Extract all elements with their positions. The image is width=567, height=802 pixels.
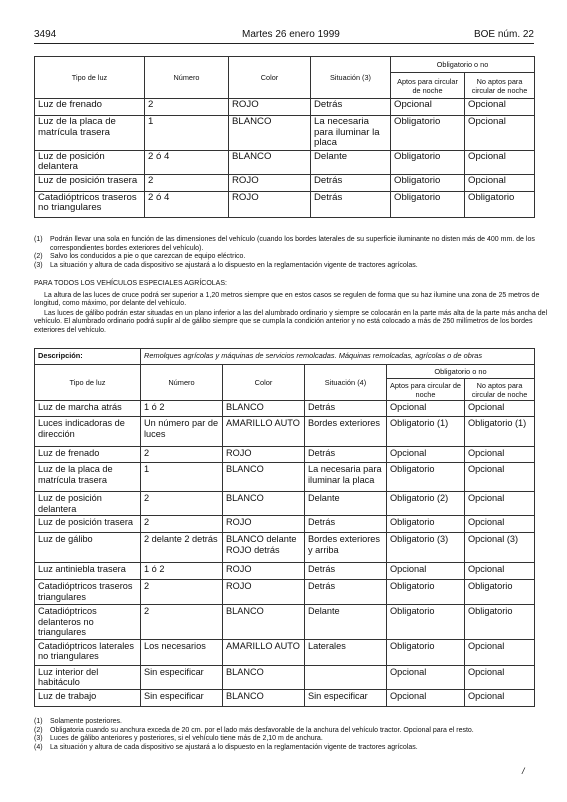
header-no-aptos: No aptos para circular de noche (465, 379, 535, 401)
footnote-number: (3) (34, 735, 43, 743)
cell-numero: 2 delante 2 detrás (141, 533, 223, 563)
cell-numero: Sin especificar (141, 665, 223, 689)
cell-color: ROJO (229, 191, 311, 217)
cell-no-aptos: Opcional (3) (465, 533, 535, 563)
footnote-number: (3) (34, 261, 43, 269)
header-obligatorio: Obligatorio o no (391, 57, 535, 73)
cell-no-aptos: Opcional (465, 689, 535, 706)
cell-numero: 2 ó 4 (145, 150, 229, 174)
footnote (34, 735, 554, 744)
cell-situacion: Detrás (305, 401, 387, 417)
footnote-text: Luces de gálibo anteriores y posteriores, si el vehículo tiene más de 2,10 m de anchura. (50, 735, 323, 743)
cell-color: BLANCO (223, 605, 305, 640)
cell-tipo: Luz interior del habitáculo (35, 665, 141, 689)
cell-no-aptos: Obligatorio (465, 191, 535, 217)
cell-numero: Los necesarios (141, 639, 223, 665)
cell-aptos: Obligatorio (387, 516, 465, 533)
cell-color: AMARILLO AUTO (223, 417, 305, 447)
table-row (35, 563, 535, 580)
header-aptos: Aptos para circular de noche (391, 73, 465, 99)
cell-aptos: Obligatorio (387, 463, 465, 492)
footnote-number: (2) (34, 726, 43, 734)
cell-situacion: Laterales (305, 639, 387, 665)
cell-tipo: Luz de posición delantera (35, 492, 141, 516)
cell-numero: 1 ó 2 (141, 563, 223, 580)
cell-no-aptos: Opcional (465, 639, 535, 665)
cell-no-aptos: Obligatorio (465, 580, 535, 605)
cell-numero: 1 (145, 116, 229, 151)
table-row (35, 533, 535, 563)
cell-situacion: Delante (311, 150, 391, 174)
cell-aptos: Obligatorio (391, 191, 465, 217)
footnote-text: Obligatoria cuando su anchura exceda de 20 cm. por el lado más desfavorable de la anchura del vehículo tractor. Opcional para el resto. (50, 726, 474, 734)
cell-tipo: Catadióptricos delanteros no triangulares (35, 605, 141, 640)
cell-numero: Un número par de luces (141, 417, 223, 447)
table-row (35, 580, 535, 605)
table-row (35, 516, 535, 533)
cell-no-aptos: Opcional (465, 401, 535, 417)
header-numero: Número (141, 365, 223, 401)
footnote (34, 727, 554, 736)
cell-aptos: Obligatorio (3) (387, 533, 465, 563)
table-row (35, 401, 535, 417)
cell-situacion: Detrás (311, 191, 391, 217)
cell-situacion: Delante (305, 492, 387, 516)
cell-tipo: Luz de posición trasera (35, 174, 145, 191)
footnote-number: (1) (34, 718, 43, 725)
cell-aptos: Opcional (387, 401, 465, 417)
header-tipo: Tipo de luz (35, 57, 145, 99)
table1-notes (34, 236, 554, 270)
cell-aptos: Opcional (387, 563, 465, 580)
cell-tipo: Catadióptricos traseros triangulares (35, 580, 141, 605)
cell-aptos: Obligatorio (1) (387, 417, 465, 447)
footnote-text: La situación y altura de cada dispositivo se ajustará a lo dispuesto en la reglamentación vigente de tractores agrícolas. (50, 261, 418, 269)
cell-no-aptos: Opcional (465, 665, 535, 689)
table-row (35, 447, 535, 463)
cell-color: ROJO (223, 516, 305, 533)
cell-no-aptos: Opcional (465, 447, 535, 463)
cell-aptos: Obligatorio (387, 639, 465, 665)
description-value: Remolques agrícolas y máquinas de servicios remolcadas. Máquinas remolcadas, agrícolas o de obras (141, 349, 535, 365)
cell-numero: 1 ó 2 (141, 401, 223, 417)
cell-no-aptos: Opcional (465, 463, 535, 492)
cell-situacion: La necesaria para iluminar la placa (311, 116, 391, 151)
cell-tipo: Luz de gálibo (35, 533, 141, 563)
table-row (35, 191, 535, 217)
cell-situacion: La necesaria para iluminar la placa (305, 463, 387, 492)
cell-situacion: Delante (305, 605, 387, 640)
header-situacion: Situación (4) (305, 365, 387, 401)
cell-color: BLANCO delante ROJO detrás (223, 533, 305, 563)
header-situacion: Situación (3) (311, 57, 391, 99)
cell-no-aptos: Opcional (465, 516, 535, 533)
cell-color: ROJO (223, 580, 305, 605)
cell-no-aptos: Opcional (465, 99, 535, 116)
cell-aptos: Obligatorio (387, 605, 465, 640)
table2-notes (34, 718, 554, 752)
cell-situacion: Detrás (305, 563, 387, 580)
cell-numero: 2 (141, 516, 223, 533)
footnote-number: (1) (34, 236, 43, 243)
cell-no-aptos: Opcional (465, 150, 535, 174)
footnote-text: La situación y altura de cada dispositivo se ajustará a lo dispuesto en la reglamentación vigente de tractores agrícolas. (50, 743, 418, 751)
journal-issue: BOE núm. 22 (473, 29, 534, 40)
table-row (35, 417, 535, 447)
cell-tipo: Catadióptricos traseros no triangulares (35, 191, 145, 217)
table-row (35, 689, 535, 706)
special-heading: PARA TODOS LOS VEHÍCULOS ESPECIALES AGRÍCOLAS: (34, 280, 227, 287)
table-row (35, 605, 535, 640)
header-numero: Número (145, 57, 229, 99)
cell-color: ROJO (229, 174, 311, 191)
cell-numero: 2 (141, 447, 223, 463)
table-row (35, 463, 535, 492)
cell-situacion: Sin especificar (305, 689, 387, 706)
cell-tipo: Luz de posición trasera (35, 516, 141, 533)
cell-tipo: Luces indicadoras de dirección (35, 417, 141, 447)
cell-numero: 2 (141, 605, 223, 640)
footnote (34, 262, 554, 271)
cell-aptos: Obligatorio (391, 150, 465, 174)
footnote (34, 744, 554, 753)
description-label: Descripción: (35, 349, 141, 365)
cell-tipo: Luz antiniebla trasera (35, 563, 141, 580)
cell-tipo: Luz de trabajo (35, 689, 141, 706)
cell-aptos: Obligatorio (391, 116, 465, 151)
footnote-number: (2) (34, 253, 43, 261)
cell-aptos: Obligatorio (391, 174, 465, 191)
header-tipo: Tipo de luz (35, 365, 141, 401)
cell-color: BLANCO (229, 150, 311, 174)
cell-tipo: Luz de la placa de matrícula trasera (35, 116, 145, 151)
cell-tipo: Luz de frenado (35, 99, 145, 116)
footnote (34, 236, 554, 253)
cell-tipo: Luz de posición delantera (35, 150, 145, 174)
cell-situacion: Detrás (305, 580, 387, 605)
footnote-text: Podrán llevar una sola en función de las dimensiones del vehículo (cuando los bordes laterales de su superficie iluminante no disten más de 400 mm. de los correspondientes bordes exteriores del vehículo). (50, 236, 535, 252)
cell-no-aptos: Opcional (465, 492, 535, 516)
special-paragraph-2: Las luces de gálibo podrán estar situadas en un plano inferior a las del alumbrado ordinario y siempre se colocarán en la parte más alta de la parte más ancha del vehículo. El alumbrado ordinario podrá suplir al de gálibo siempre que se cumpla la condición anterior y no está colocado a más de 250 milímetros de los bordes exteriores del vehículo. (34, 309, 548, 334)
cell-situacion: Bordes exteriores y arriba (305, 533, 387, 563)
cell-numero: 1 (141, 463, 223, 492)
cell-situacion: Bordes exteriores (305, 417, 387, 447)
cell-color: AMARILLO AUTO (223, 639, 305, 665)
cell-aptos: Opcional (387, 689, 465, 706)
cell-aptos: Opcional (387, 447, 465, 463)
cell-color: BLANCO (223, 401, 305, 417)
table-row (35, 665, 535, 689)
cell-situacion: Detrás (311, 174, 391, 191)
cell-color: ROJO (229, 99, 311, 116)
cell-color: BLANCO (223, 665, 305, 689)
table-row (35, 150, 535, 174)
cell-numero: 2 (141, 492, 223, 516)
footnote (34, 718, 554, 727)
cell-color: ROJO (223, 563, 305, 580)
cell-color: BLANCO (223, 492, 305, 516)
footnote-text: Solamente posteriores. (50, 718, 122, 725)
cell-aptos: Opcional (391, 99, 465, 116)
cell-situacion (305, 665, 387, 689)
cell-situacion: Detrás (305, 447, 387, 463)
lights-table-2 (34, 348, 535, 707)
page-header (34, 29, 534, 43)
cell-no-aptos: Opcional (465, 563, 535, 580)
cell-no-aptos: Obligatorio (465, 605, 535, 640)
cell-situacion: Detrás (311, 99, 391, 116)
table-row (35, 492, 535, 516)
special-paragraph-1: La altura de las luces de cruce podrá ser superior a 1,20 metros siempre que en estos casos se regulen de forma que su haz ilumine una zona de 25 metros de longitud, como máximo, por delante del vehículo. (34, 291, 540, 308)
margin-mark: / (522, 766, 525, 776)
cell-numero: 2 (141, 580, 223, 605)
header-rule (34, 43, 534, 44)
table-row (35, 116, 535, 151)
publication-date: Martes 26 enero 1999 (242, 29, 340, 40)
cell-color: ROJO (223, 447, 305, 463)
header-color: Color (229, 57, 311, 99)
cell-tipo: Luz de la placa de matrícula trasera (35, 463, 141, 492)
lights-table-1 (34, 56, 535, 218)
cell-tipo: Luz de marcha atrás (35, 401, 141, 417)
table-row (35, 174, 535, 191)
cell-aptos: Obligatorio (387, 580, 465, 605)
special-vehicles-section (34, 280, 554, 337)
header-obligatorio: Obligatorio o no (387, 365, 535, 379)
header-color: Color (223, 365, 305, 401)
cell-no-aptos: Opcional (465, 116, 535, 151)
cell-color: BLANCO (223, 463, 305, 492)
cell-aptos: Opcional (387, 665, 465, 689)
footnote-number: (4) (34, 743, 43, 751)
cell-color: BLANCO (229, 116, 311, 151)
header-aptos: Aptos para circular de noche (387, 379, 465, 401)
cell-numero: Sin especificar (141, 689, 223, 706)
cell-situacion: Detrás (305, 516, 387, 533)
footnote-text: Salvo los conducidos a pie o que carezcan de equipo eléctrico. (50, 253, 246, 261)
cell-numero: 2 (145, 174, 229, 191)
header-no-aptos: No aptos para circular de noche (465, 73, 535, 99)
cell-color: BLANCO (223, 689, 305, 706)
cell-numero: 2 (145, 99, 229, 116)
cell-aptos: Obligatorio (2) (387, 492, 465, 516)
cell-tipo: Luz de frenado (35, 447, 141, 463)
footnote (34, 253, 554, 262)
page-number: 3494 (34, 29, 57, 40)
cell-no-aptos: Obligatorio (1) (465, 417, 535, 447)
cell-tipo: Catadióptricos laterales no triangulares (35, 639, 141, 665)
cell-numero: 2 ó 4 (145, 191, 229, 217)
cell-no-aptos: Opcional (465, 174, 535, 191)
table-row (35, 99, 535, 116)
table-row (35, 639, 535, 665)
